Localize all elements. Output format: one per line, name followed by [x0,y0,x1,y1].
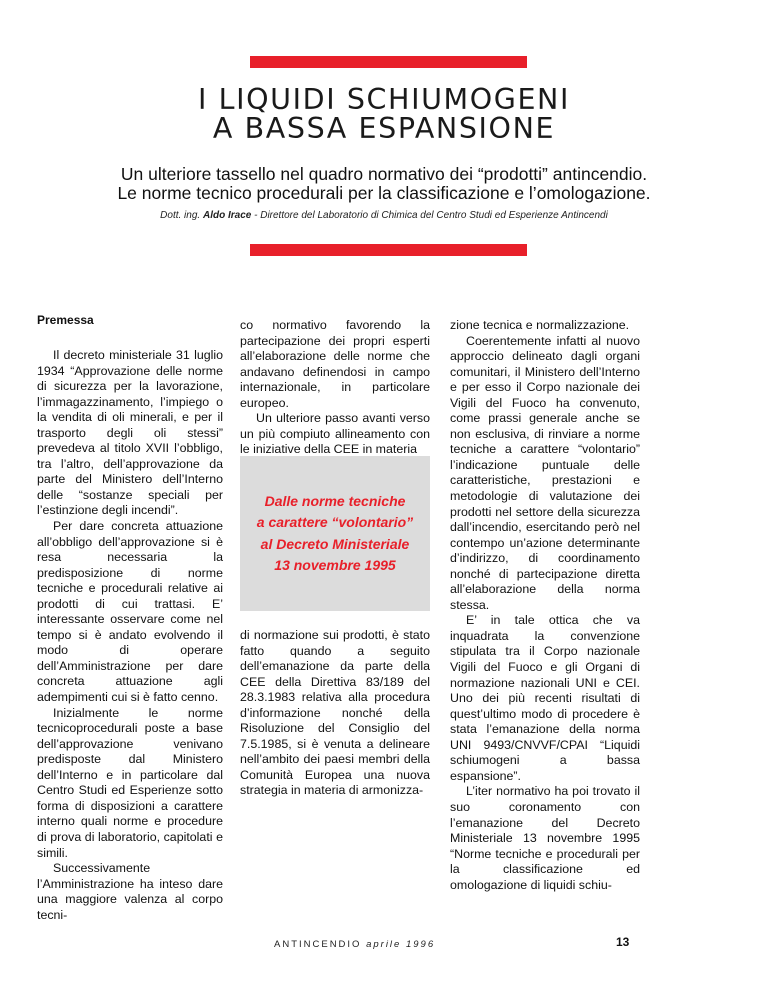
top-red-bar [250,56,527,68]
pull-quote-line: al Decreto Ministeriale [260,535,410,552]
footer-magazine-name [274,939,435,950]
paragraph: co normativo favorendo la partecipazione dei propri esperti all’elaborazione delle norme che andavano definendosi in campo internazionale, in particolare europeo. [240,318,430,410]
pull-quote-box [240,456,430,611]
subtitle-line-1: Un ulteriore tassello nel quadro normativo dei “prodotti” antincendio. [120,164,648,184]
paragraph: Coerentemente infatti al nuovo approccio delineato dagli organi comunitari, il Ministero dell’Interno e per esso il Corpo nazionale dei Vigili del Fuoco ha convenuto, come prassi generale anche se non esclusiva, di rinviare a norme tecniche a carattere “volontario” l’indicazione puntuale delle caratteristiche, prestazioni e metodologie di valutazione dei prodotti nel settore della sicurezza dall’incendio, esercitando però nel contempo un’azione determinante d’indirizzo, di coordinamento nonché di partecipazione diretta all’elaborazione della norma stessa. [450,333,640,612]
column-1 [37,348,223,923]
section-heading: Premessa [37,313,94,327]
paragraph: Il decreto ministeriale 31 luglio 1934 “Approvazione delle norme di sicurezza per la lavorazione, l’immagazzinamento, l’impiego o la vendita di oli minerali, e per il trasporto degli oli stessi” prevedeva al titolo XVII l’obbligo, tra l’altro, dell’approvazione da parte del Ministero dell’Interno delle “sostanze speciali per l’estinzione degli incendi”. [37,348,223,518]
paragraph: zione tecnica e normalizzazione. [450,318,630,332]
paragraph: di normazione sui prodotti, è stato fatto quando a seguito dell’emanazione da parte della CEE della Direttiva 83/189 del 28.3.1983 relativa alla procedura d’informazione nonché della Risoluzione del Consiglio del 7.5.1985, si è venuta a delineare nell’ambito dei paesi membri della Comunità Europea una nuova strategia in materia di armonizza- [240,628,430,798]
paragraph: Per dare concreta attuazione all’obbligo dell’approvazione si è resa necessaria la predisposizione di norme tecniche e procedurali relative ai prodotti di cui trattasi. E’ interessante osservare come nel tempo si è andato evolvendo il modo di operare dell’Amministrazione per dare concreta attuazione agli adempimenti cui si è fatto cenno. [37,519,223,705]
article-title-line-2: A BASSA ESPANSIONE [212,112,556,145]
paragraph: Successivamente l’Amministrazione ha inteso dare una maggiore valenza al corpo tecni- [37,861,223,922]
column-2-top [240,318,430,458]
author-name: Aldo Irace [202,210,252,221]
paragraph: Inizialmente le norme tecnicoprocedurali poste a base dell’approvazione venivano predisposte dal Ministero dell’Interno e in particolare dal Centro Studi ed Esperienze sotto forma di disposizioni a carattere interno quali norme e procedure di prova di laboratorio, capitolati e simili. [37,705,223,860]
pull-quote-line: a carattere “volontario” [256,514,414,530]
author-prefix: Dott. ing. [160,210,201,221]
column-3 [450,318,640,893]
pull-quote-line: 13 novembre 1995 [274,557,396,573]
paragraph: E’ in tale ottica che va inquadrata la convenzione stipulata tra il Corpo nazionale Vigili del Fuoco e gli Organi di normazione nazionali UNI e CEI. Uno dei più recenti risultati di quest’ultimo modo di procedere è stata l’emanazione della norma UNI 9493/CNVVF/CPAI “Liquidi schiumogeni a bassa espansione”. [450,613,640,783]
author-role: - Direttore del Laboratorio di Chimica del Centro Studi ed Esperienze Antincendi [254,210,608,221]
article-title-line-1: I LIQUIDI SCHIUMOGENI [198,83,570,116]
subtitle-line-2: Le norme tecnico procedurali per la classificazione e l’omologazione. [117,183,651,203]
paragraph: Un ulteriore passo avanti verso un più compiuto allineamento con le iniziative della CEE in materia [240,411,430,457]
pull-quote [257,491,413,577]
issue-date: aprile 1996 [366,939,436,950]
paragraph: L’iter normativo ha poi trovato il suo coronamento con l’emanazione del Decreto Ministeriale 13 novembre 1995 “Norme tecniche e procedurali per la classificazione ed omologazione di liquidi schiu- [450,784,640,892]
magazine-name: ANTINCENDIO [274,939,362,950]
page-number: 13 [616,935,630,949]
middle-red-bar [250,244,527,256]
pull-quote-line: Dalle norme tecniche [264,492,406,509]
column-2-bottom [240,628,430,799]
author-byline [0,210,768,221]
